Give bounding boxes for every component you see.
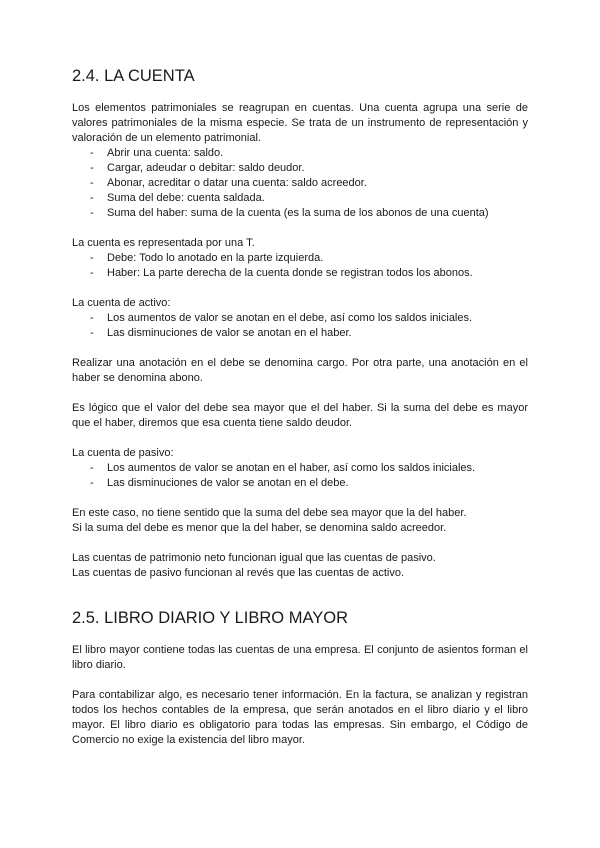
spacer	[72, 536, 528, 551]
list-item-text: Suma del debe: cuenta saldada.	[107, 192, 265, 204]
dash-bullet: -	[90, 477, 94, 489]
spacer	[72, 673, 528, 688]
list-item	[72, 461, 528, 476]
list-item	[72, 161, 528, 176]
dash-bullet: -	[90, 252, 94, 264]
spacer	[72, 341, 528, 356]
dash-bullet: -	[90, 327, 94, 339]
contabilizar-paragraph: Para contabilizar algo, es necesario tener información. En la factura, se analizan y registran todos los hechos contables de la empresa, que serán anotados en el libro diario y el libro mayor. El libro diario es obligatorio para todas las empresas. Sin embargo, el Código de Comercio no exige la existencia del libro mayor.	[72, 689, 528, 746]
dash-bullet: -	[90, 207, 94, 219]
section-spacer	[72, 581, 528, 611]
caso-line-1: En este caso, no tiene sentido que la suma del debe sea mayor que la del haber.	[72, 507, 467, 519]
spacer	[72, 431, 528, 446]
list-item	[72, 176, 528, 191]
neto-line-1: Las cuentas de patrimonio neto funcionan igual que las cuentas de pasivo.	[72, 552, 436, 564]
list-item-text: Haber: La parte derecha de la cuenta donde se registran todos los abonos.	[107, 267, 473, 279]
cuenta-terms-list	[72, 146, 528, 221]
list-item-text: Abrir una cuenta: saldo.	[107, 147, 224, 159]
list-item-text: Los aumentos de valor se anotan en el debe, así como los saldos iniciales.	[107, 312, 473, 324]
libro-mayor-paragraph: El libro mayor contiene todas las cuentas de una empresa. El conjunto de asientos forman el libro diario.	[72, 644, 528, 671]
list-item-text: Debe: Todo lo anotado en la parte izquierda.	[107, 252, 324, 264]
list-item	[72, 146, 528, 161]
list-item	[72, 191, 528, 206]
dash-bullet: -	[90, 147, 94, 159]
t-account-list	[72, 251, 528, 281]
neto-line-2: Las cuentas de pasivo funcionan al revés que las cuentas de activo.	[72, 567, 405, 579]
dash-bullet: -	[90, 312, 94, 324]
list-item-text: Cargar, adeudar o debitar: saldo deudor.	[107, 162, 305, 174]
list-item-text: Las disminuciones de valor se anotan en el haber.	[107, 327, 352, 339]
list-item	[72, 206, 528, 221]
t-account-intro: La cuenta es representada por una T.	[72, 237, 255, 249]
spacer	[72, 491, 528, 506]
caso-line-2: Si la suma del debe es menor que la del haber, se denomina saldo acreedor.	[72, 522, 447, 534]
dash-bullet: -	[90, 162, 94, 174]
section-heading-libro-diario-mayor: 2.5. LIBRO DIARIO Y LIBRO MAYOR	[72, 609, 349, 627]
spacer	[72, 221, 528, 236]
dash-bullet: -	[90, 177, 94, 189]
activo-intro: La cuenta de activo:	[72, 297, 171, 309]
cargo-abono-paragraph: Realizar una anotación en el debe se denomina cargo. Por otra parte, una anotación en el haber se denomina abono.	[72, 357, 528, 384]
list-item-text: Suma del haber: suma de la cuenta (es la suma de los abonos de una cuenta)	[107, 207, 489, 219]
list-item-text: Abonar, acreditar o datar una cuenta: saldo acreedor.	[107, 177, 367, 189]
spacer	[72, 281, 528, 296]
pasivo-list	[72, 461, 528, 491]
dash-bullet: -	[90, 462, 94, 474]
list-item-text: Los aumentos de valor se anotan en el haber, así como los saldos iniciales.	[107, 462, 476, 474]
pasivo-intro: La cuenta de pasivo:	[72, 447, 174, 459]
section-heading-la-cuenta: 2.4. LA CUENTA	[72, 67, 195, 85]
dash-bullet: -	[90, 192, 94, 204]
list-item	[72, 266, 528, 281]
dash-bullet: -	[90, 267, 94, 279]
list-item	[72, 311, 528, 326]
list-item	[72, 476, 528, 491]
list-item	[72, 326, 528, 341]
intro-paragraph: Los elementos patrimoniales se reagrupan en cuentas. Una cuenta agrupa una serie de valores patrimoniales de la misma especie. Se trata de un instrumento de representación y valoración de un elemento patrimonial.	[72, 102, 528, 144]
saldo-deudor-paragraph: Es lógico que el valor del debe sea mayor que el del haber. Si la suma del debe es mayor que el haber, diremos que esa cuenta tiene saldo deudor.	[72, 402, 528, 429]
spacer	[72, 386, 528, 401]
list-item	[72, 251, 528, 266]
activo-list	[72, 311, 528, 341]
list-item-text: Las disminuciones de valor se anotan en el debe.	[107, 477, 349, 489]
